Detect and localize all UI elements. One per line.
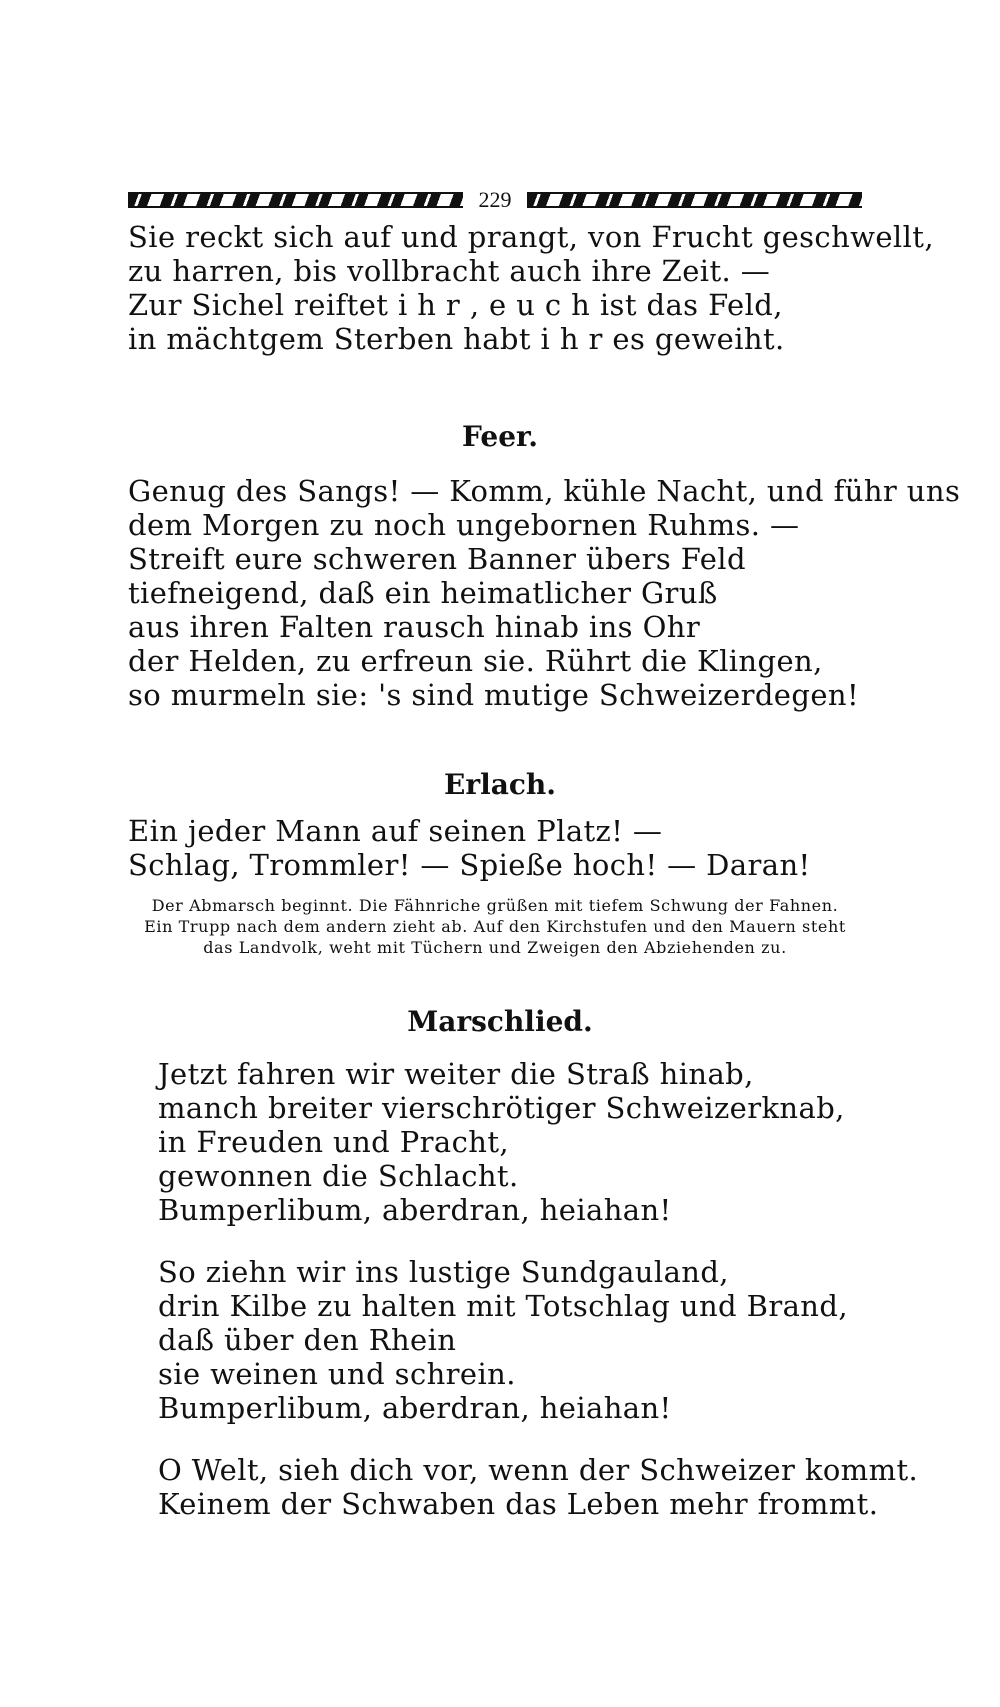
song-title: Marschlied. [407, 1005, 593, 1038]
verse-line: so murmeln sie: 's sind mutige Schweizerdegen! [128, 678, 860, 712]
page-number: 229 [478, 187, 512, 212]
verse-line: manch breiter vierschrötiger Schweizerknab, [158, 1091, 845, 1125]
verse-line: aus ihren Falten rausch hinab ins Ohr [128, 610, 701, 644]
speaker-heading-feer: Feer. [462, 420, 538, 453]
verse-line: Jetzt fahren wir weiter die Straß hinab, [158, 1057, 754, 1091]
verse-line: Sie reckt sich auf und prangt, von Frucht geschwellt, [128, 220, 934, 254]
verse-line: Genug des Sangs! — Komm, kühle Nacht, und führ uns [128, 474, 961, 508]
stage-direction [128, 895, 862, 958]
verse-line: O Welt, sieh dich vor, wenn der Schweizer kommt. [158, 1453, 919, 1487]
stage-direction-line: Der Abmarsch beginnt. Die Fähnriche grüßen mit tiefem Schwung der Fahnen. [151, 896, 839, 915]
verse-line: daß über den Rhein [158, 1323, 457, 1357]
verse-line: in mächtgem Sterben habt i h r es geweiht. [128, 322, 785, 356]
verse-line: der Helden, zu erfreun sie. Rührt die Klingen, [128, 644, 823, 678]
verse-line: tiefneigend, daß ein heimatlicher Gruß [128, 576, 718, 610]
verse-line: Bumperlibum, aberdran, heiahan! [158, 1391, 672, 1425]
verse-line: Zur Sichel reiftet i h r , e u c h ist das Feld, [128, 288, 783, 322]
stage-direction-line: Ein Trupp nach dem andern zieht ab. Auf den Kirchstufen und den Mauern steht [144, 917, 846, 936]
verse-line: Bumperlibum, aberdran, heiahan! [158, 1193, 672, 1227]
verse-line: Keinem der Schwaben das Leben mehr frommt. [158, 1487, 879, 1521]
speaker-heading-erlach: Erlach. [443, 768, 557, 801]
verse-line: in Freuden und Pracht, [158, 1125, 510, 1159]
ornament-left-icon [128, 192, 463, 208]
verse-line: Schlag, Trommler! — Spieße hoch! — Daran! [128, 848, 811, 882]
verse-line: dem Morgen zu noch ungebornen Ruhms. — [128, 508, 800, 542]
ornament-right-icon [527, 192, 862, 208]
verse-line: sie weinen und schrein. [158, 1357, 516, 1391]
verse-line: Streift eure schweren Banner übers Feld [128, 542, 746, 576]
verse-line: zu harren, bis vollbracht auch ihre Zeit. — [128, 254, 771, 288]
verse-line: Ein jeder Mann auf seinen Platz! — [128, 814, 663, 848]
verse-line: So ziehn wir ins lustige Sundgauland, [158, 1255, 729, 1289]
stage-direction-line: das Landvolk, weht mit Tüchern und Zweigen den Abziehenden zu. [203, 938, 787, 957]
verse-line: gewonnen die Schlacht. [158, 1159, 519, 1193]
verse-line: drin Kilbe zu halten mit Totschlag und Brand, [158, 1289, 848, 1323]
page-header [128, 188, 862, 212]
